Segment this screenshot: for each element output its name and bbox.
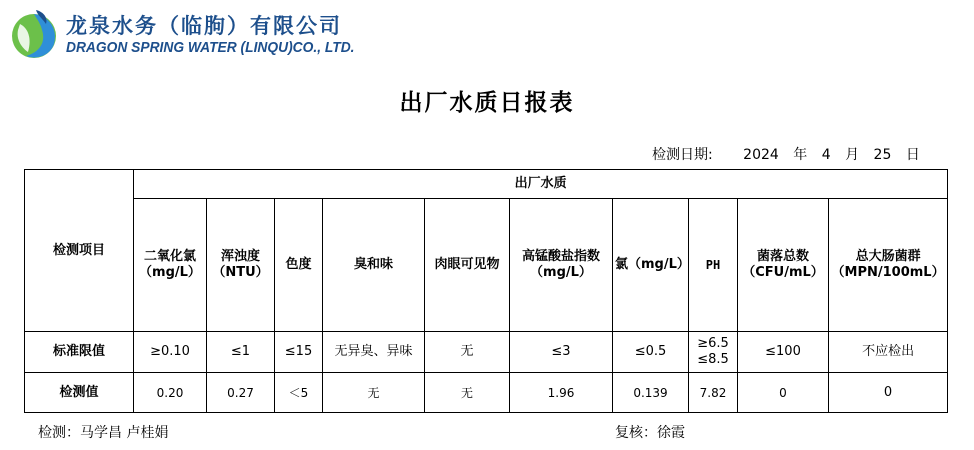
column-header: 浑浊度（NTU） <box>207 199 275 332</box>
group-header-cell: 出厂水质 <box>134 170 948 199</box>
date-year: 2024 <box>743 147 779 163</box>
table-cell: ＜5 <box>275 373 323 413</box>
table-row <box>25 373 948 413</box>
column-header: 高锰酸盐指数（mg/L） <box>510 199 613 332</box>
table-cell: ≤100 <box>738 332 829 373</box>
row-label: 检测值 <box>25 373 134 413</box>
table-cell: 不应检出 <box>829 332 948 373</box>
table-cell: 无 <box>425 373 510 413</box>
water-quality-table <box>24 169 948 413</box>
company-logo <box>6 8 66 60</box>
table-cell: 0.20 <box>134 373 207 413</box>
row-header-cell: 检测项目 <box>25 170 134 332</box>
row-label: 标准限值 <box>25 332 134 373</box>
reviewed-by: 复核：徐霞 <box>615 425 685 441</box>
column-header: 二氧化氯（mg/L） <box>134 199 207 332</box>
column-header: 肉眼可见物 <box>425 199 510 332</box>
column-header: PH <box>689 199 738 332</box>
column-header: 臭和味 <box>323 199 425 332</box>
date-day: 25 <box>873 147 892 163</box>
table-cell: 无 <box>323 373 425 413</box>
table-row <box>25 332 948 373</box>
date-year-unit: 年 <box>793 147 808 163</box>
table-cell: ≥0.10 <box>134 332 207 373</box>
table-cell: 无异臭、异味 <box>323 332 425 373</box>
table-cell: 0 <box>829 373 948 413</box>
column-header: 氯（mg/L） <box>613 199 689 332</box>
column-header: 菌落总数（CFU/mL） <box>738 199 829 332</box>
date-label: 检测日期: <box>652 147 713 163</box>
table-cell: 0.27 <box>207 373 275 413</box>
date-day-unit: 日 <box>905 147 920 163</box>
company-name-en: DRAGON SPRING WATER (LINQU)CO., LTD. <box>66 39 355 56</box>
table-cell: 1.96 <box>510 373 613 413</box>
table-cell: 0.139 <box>613 373 689 413</box>
date-month-unit: 月 <box>845 147 860 163</box>
date-month: 4 <box>821 147 831 163</box>
table-cell: ≤15 <box>275 332 323 373</box>
tested-by: 检测：马学昌 卢桂娟 <box>38 425 169 441</box>
test-date <box>652 144 930 164</box>
table-cell: ≤1 <box>207 332 275 373</box>
company-name-cn: 龙泉水务（临朐）有限公司 <box>66 13 342 38</box>
table-cell: 0 <box>738 373 829 413</box>
table-cell: 7.82 <box>689 373 738 413</box>
table-cell: ≥6.5 ≤8.5 <box>689 332 738 373</box>
table-cell: ≤3 <box>510 332 613 373</box>
column-header: 色度 <box>275 199 323 332</box>
column-header: 总大肠菌群（MPN/100mL） <box>829 199 948 332</box>
table-cell: 无 <box>425 332 510 373</box>
table-cell: ≤0.5 <box>613 332 689 373</box>
report-title: 出厂水质日报表 <box>399 89 575 116</box>
